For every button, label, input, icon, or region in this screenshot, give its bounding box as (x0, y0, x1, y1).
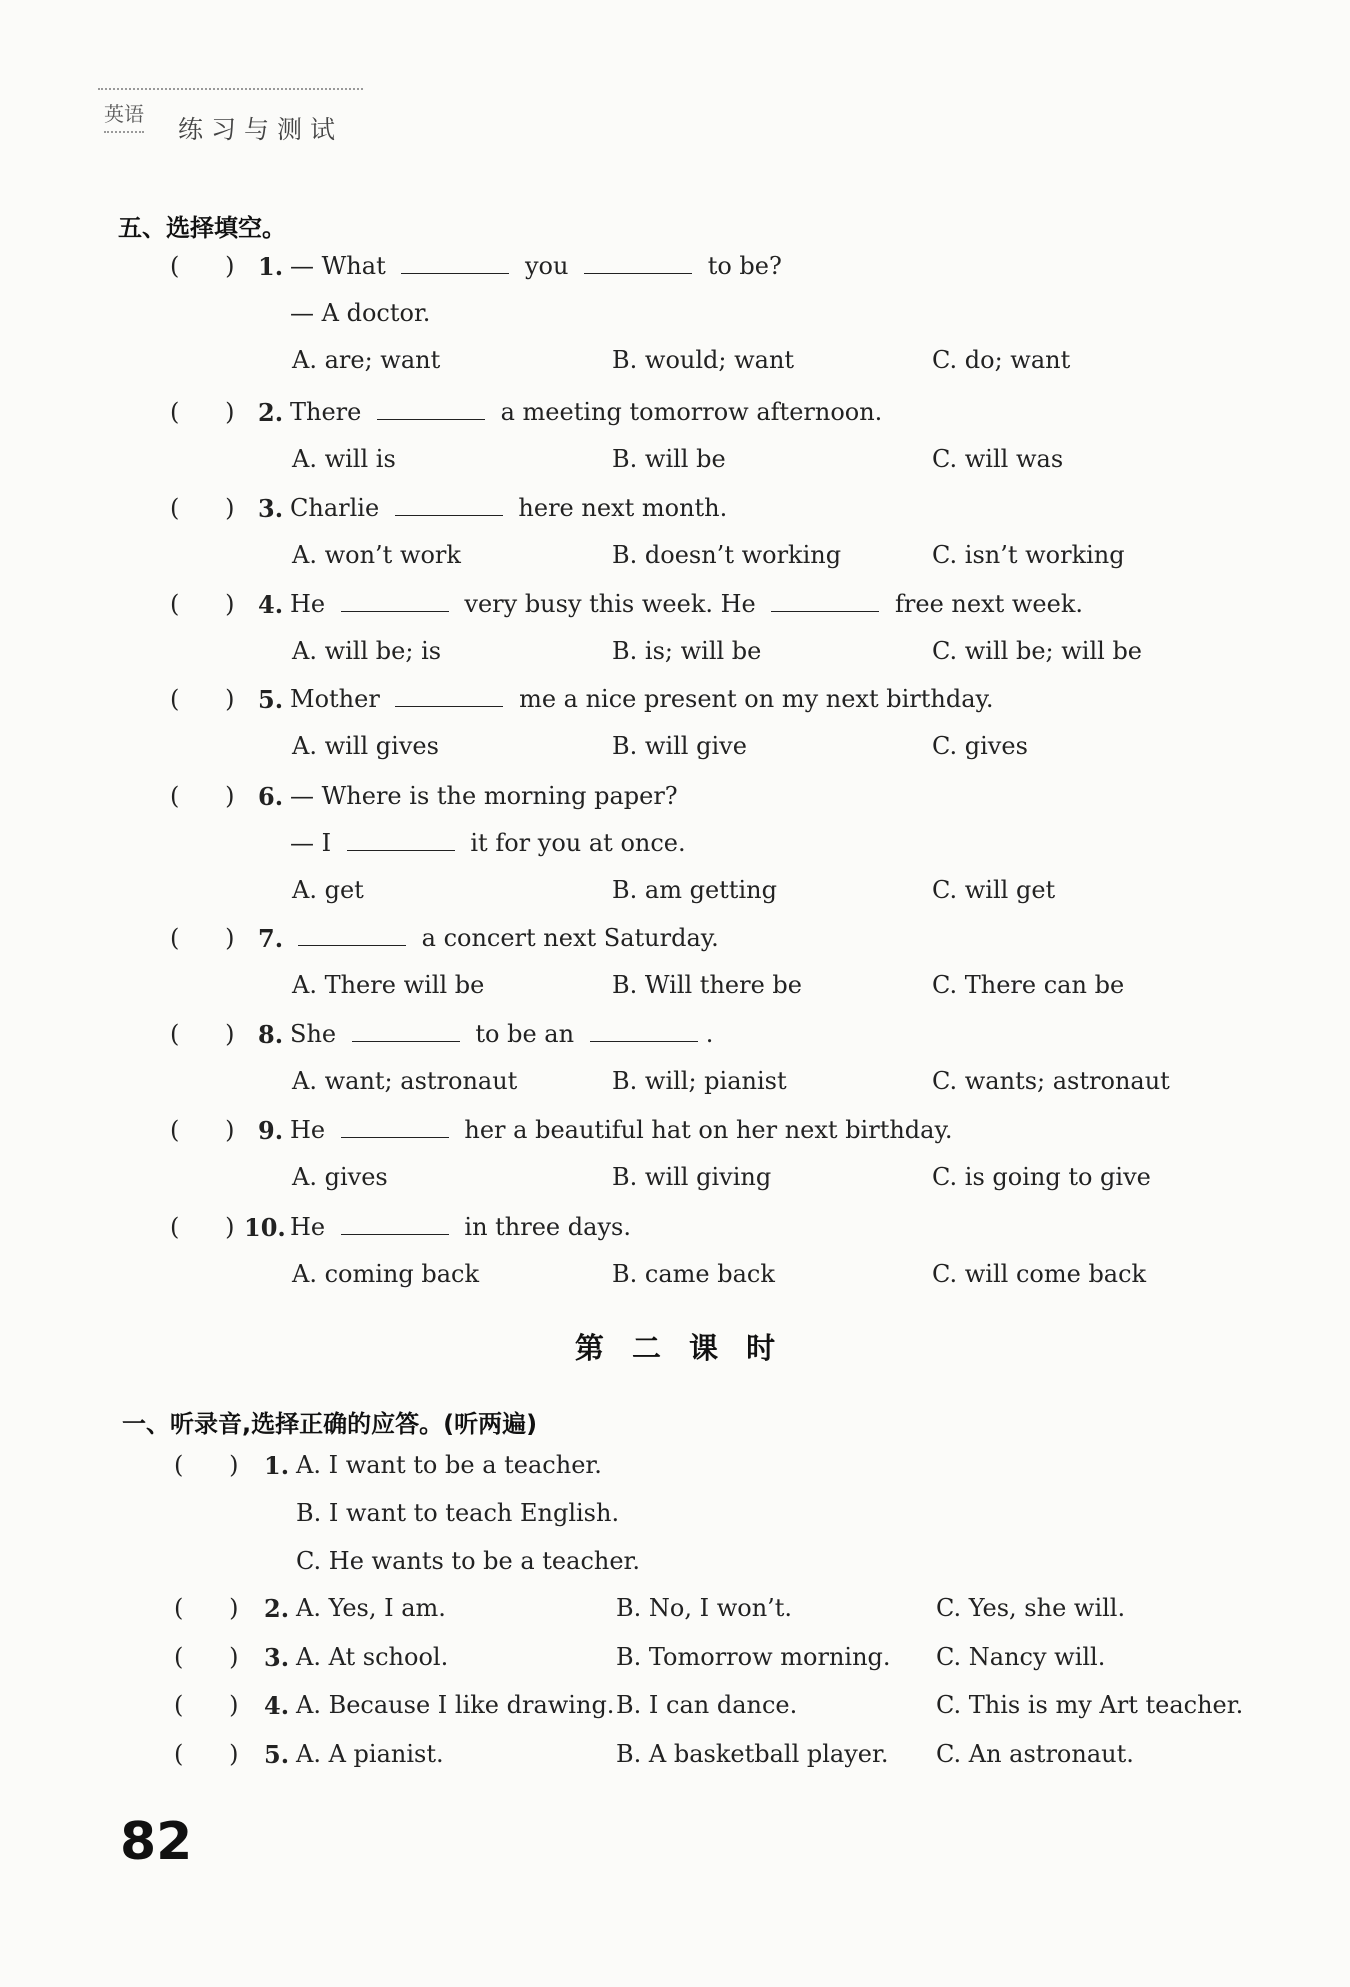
answer-option: C. He wants to be a teacher. (296, 1547, 641, 1575)
answer-blank[interactable] (590, 1021, 698, 1042)
question-text (290, 1020, 713, 1048)
question-text-segment: in three days. (456, 1213, 631, 1241)
answer-option: C. will get (932, 876, 1056, 904)
answer-paren[interactable]: ( ) (170, 398, 235, 426)
answer-blank[interactable] (771, 591, 879, 612)
answer-paren[interactable]: ( ) (170, 590, 235, 618)
question-number: 10. (244, 1213, 286, 1242)
question-text-segment: He (290, 590, 333, 618)
question-number: 2. (264, 1594, 290, 1623)
question-text-segment: . (705, 1020, 714, 1048)
answer-paren[interactable]: ( ) (170, 252, 235, 280)
question-number: 6. (258, 782, 284, 811)
question-text-segment: to be? (700, 252, 782, 280)
question-number: 5. (258, 685, 284, 714)
answer-option: C. Nancy will. (936, 1643, 1106, 1671)
answer-option: A. coming back (292, 1260, 480, 1288)
section-1-title: 一、听录音,选择正确的应答。(听两遍) (122, 1410, 538, 1438)
question-text (290, 685, 994, 713)
question-number: 1. (264, 1451, 290, 1480)
answer-paren[interactable]: ( ) (170, 494, 235, 522)
question-text-segment: very busy this week. He (456, 590, 764, 618)
question-text (290, 398, 882, 426)
answer-option: B. doesn’t working (612, 541, 842, 569)
answer-paren[interactable]: ( ) (174, 1451, 239, 1479)
answer-blank[interactable] (401, 253, 509, 274)
answer-option: B. am getting (612, 876, 777, 904)
answer-option: A. A pianist. (296, 1740, 444, 1768)
answer-option: B. will give (612, 732, 747, 760)
question-number: 3. (264, 1643, 290, 1672)
answer-blank[interactable] (341, 1214, 449, 1235)
answer-option: A. get (292, 876, 364, 904)
question-text (290, 494, 727, 522)
answer-blank[interactable] (584, 253, 692, 274)
question-text-segment: — Where is the morning paper? (290, 782, 678, 810)
answer-option: A. will gives (292, 732, 439, 760)
question-number: 7. (258, 924, 284, 953)
answer-option: C. will come back (932, 1260, 1147, 1288)
answer-option: A. At school. (296, 1643, 449, 1671)
answer-option: C. Yes, she will. (936, 1594, 1126, 1622)
answer-option: A. will is (292, 445, 396, 473)
answer-blank[interactable] (395, 495, 503, 516)
answer-paren[interactable]: ( ) (174, 1643, 239, 1671)
question-text (290, 1213, 631, 1241)
answer-option: C. will be; will be (932, 637, 1143, 665)
answer-option: A. want; astronaut (292, 1067, 518, 1095)
answer-blank[interactable] (341, 591, 449, 612)
answer-blank[interactable] (352, 1021, 460, 1042)
answer-option: C. An astronaut. (936, 1740, 1134, 1768)
answer-option: B. is; will be (612, 637, 762, 665)
question-text (290, 1116, 952, 1144)
question-text-segment: me a nice present on my next birthday. (511, 685, 994, 713)
answer-option: A. I want to be a teacher. (296, 1451, 602, 1479)
question-text-segment: here next month. (510, 494, 728, 522)
answer-paren[interactable]: ( ) (170, 1020, 235, 1048)
answer-option: B. came back (612, 1260, 775, 1288)
answer-option: B. will; pianist (612, 1067, 787, 1095)
question-text (290, 252, 782, 280)
question-text (290, 782, 678, 810)
answer-option: B. No, I won’t. (616, 1594, 793, 1622)
answer-paren[interactable]: ( ) (174, 1691, 239, 1719)
answer-blank[interactable] (341, 1117, 449, 1138)
question-number: 3. (258, 494, 284, 523)
question-number: 2. (258, 398, 284, 427)
question-text-segment: He (290, 1213, 333, 1241)
answer-option: C. isn’t working (932, 541, 1125, 569)
answer-option: A. Yes, I am. (296, 1594, 446, 1622)
question-number: 4. (258, 590, 284, 619)
question-number: 8. (258, 1020, 284, 1049)
answer-option: C. This is my Art teacher. (936, 1691, 1244, 1719)
question-number: 4. (264, 1691, 290, 1720)
answer-option: A. Because I like drawing. (296, 1691, 615, 1719)
answer-option: A. There will be (292, 971, 485, 999)
question-text-segment: free next week. (887, 590, 1083, 618)
answer-blank[interactable] (347, 830, 455, 851)
page-header (98, 86, 363, 146)
answer-blank[interactable] (298, 925, 406, 946)
answer-paren[interactable]: ( ) (170, 1213, 235, 1241)
answer-option: A. gives (292, 1163, 388, 1191)
question-text-segment: Mother (290, 685, 388, 713)
question-number: 1. (258, 252, 284, 281)
answer-option: B. I can dance. (616, 1691, 798, 1719)
question-text-segment: it for you at once. (462, 829, 686, 857)
question-text-segment: Charlie (290, 494, 387, 522)
question-number: 9. (258, 1116, 284, 1145)
answer-paren[interactable]: ( ) (170, 1116, 235, 1144)
answer-option: B. will giving (612, 1163, 772, 1191)
answer-option: A. will be; is (292, 637, 442, 665)
header-subject: 英语 (104, 98, 144, 133)
question-text (290, 829, 686, 857)
answer-option: C. do; want (932, 346, 1071, 374)
answer-option: B. will be (612, 445, 726, 473)
header-dotted-line (98, 88, 363, 90)
page-number: 82 (120, 1812, 193, 1872)
answer-paren[interactable]: ( ) (174, 1740, 239, 1768)
question-text (290, 299, 430, 327)
answer-option: C. wants; astronaut (932, 1067, 1170, 1095)
answer-option: C. There can be (932, 971, 1125, 999)
question-text-segment: her a beautiful hat on her next birthday. (456, 1116, 953, 1144)
question-text-segment: — A doctor. (290, 299, 431, 327)
question-text-segment: — What (290, 252, 394, 280)
answer-option: A. won’t work (292, 541, 461, 569)
answer-option: B. Will there be (612, 971, 802, 999)
question-text (290, 590, 1083, 618)
question-text-segment: to be an (467, 1020, 582, 1048)
section-5-title: 五、选择填空。 (118, 214, 286, 242)
question-text-segment: He (290, 1116, 333, 1144)
question-text-segment: a concert next Saturday. (414, 924, 719, 952)
lesson-title: 第 二 课 时 (574, 1331, 776, 1365)
answer-option: C. is going to give (932, 1163, 1151, 1191)
question-text-segment: a meeting tomorrow afternoon. (492, 398, 883, 426)
question-text-segment: There (290, 398, 369, 426)
answer-option: A. are; want (292, 346, 441, 374)
header-book-title: 练习与测试 (178, 115, 344, 144)
answer-paren[interactable]: ( ) (170, 924, 235, 952)
answer-option: B. A basketball player. (616, 1740, 889, 1768)
question-text-segment: — I (290, 829, 339, 857)
answer-option: C. will was (932, 445, 1064, 473)
answer-option: C. gives (932, 732, 1028, 760)
answer-blank[interactable] (377, 399, 485, 420)
answer-option: B. Tomorrow morning. (616, 1643, 891, 1671)
answer-paren[interactable]: ( ) (174, 1594, 239, 1622)
answer-paren[interactable]: ( ) (170, 782, 235, 810)
question-text-segment: She (290, 1020, 344, 1048)
question-number: 5. (264, 1740, 290, 1769)
question-text (290, 924, 719, 952)
answer-paren[interactable]: ( ) (170, 685, 235, 713)
answer-option: B. would; want (612, 346, 795, 374)
answer-blank[interactable] (395, 686, 503, 707)
question-text-segment: you (517, 252, 577, 280)
answer-option: B. I want to teach English. (296, 1499, 620, 1527)
